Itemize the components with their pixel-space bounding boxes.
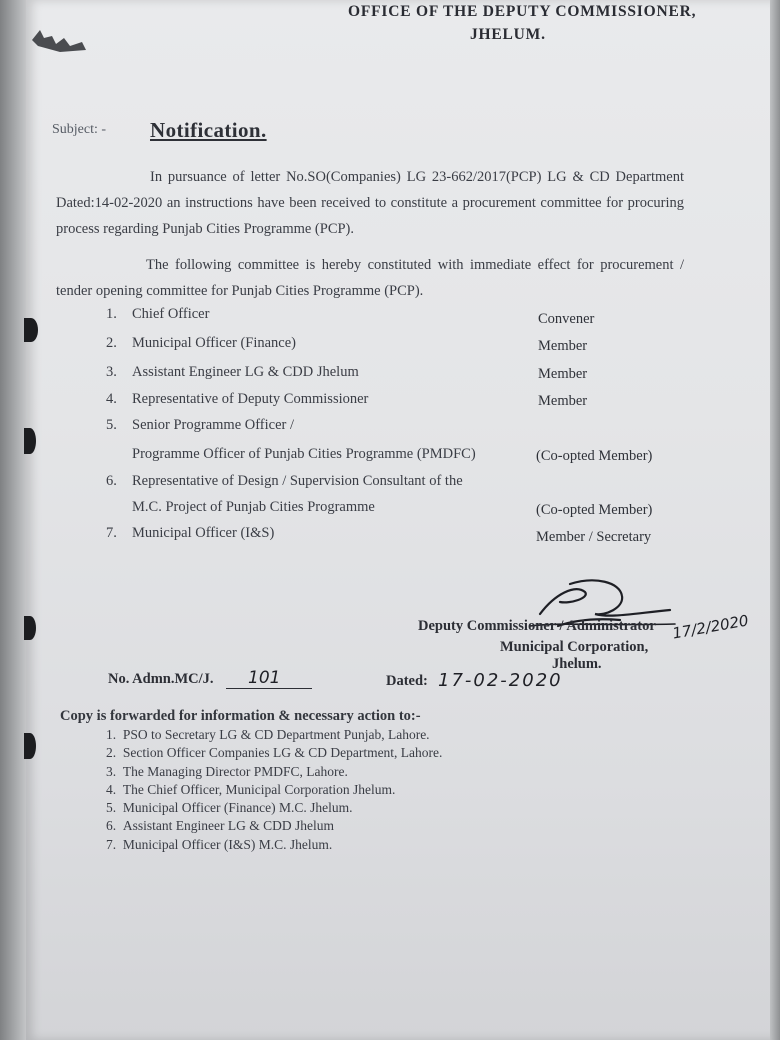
signatory-designation: Deputy Commissioner / Administrator — [418, 618, 656, 634]
committee-member-name: Senior Programme Officer / — [132, 417, 295, 433]
copy-forwarded-heading: Copy is forwarded for information & necessary action to:- — [60, 708, 421, 724]
committee-number: 1. — [106, 306, 117, 322]
punch-hole-mark — [24, 616, 36, 640]
committee-member-name-cont: M.C. Project of Punjab Cities Programme — [132, 499, 375, 515]
handwritten-sign-date: 17/2/2020 — [671, 611, 750, 643]
committee-member-role: Member — [538, 393, 588, 409]
document-page — [26, 0, 774, 1040]
committee-member-name: Representative of Deputy Commissioner — [132, 391, 369, 407]
committee-member-role: Member / Secretary — [536, 529, 652, 545]
copy-recipient: The Managing Director PMDFC, Lahore. — [122, 764, 348, 779]
committee-member-role: Convener — [538, 311, 595, 327]
copy-recipient: The Chief Officer, Municipal Corporation Jhelum. — [122, 782, 396, 797]
office-heading: OFFICE OF THE DEPUTY COMMISSIONER, — [348, 3, 697, 20]
list-item: 7. Municipal Officer (I&S) M.C. Jhelum. — [106, 837, 333, 852]
signatory-organization: Municipal Corporation, — [500, 639, 649, 655]
reference-number-label: No. Admn.MC/J. — [108, 671, 214, 687]
dated-label: Dated: — [386, 673, 428, 689]
dated-value: 17-02-2020 — [438, 670, 563, 691]
committee-number: 5. — [106, 417, 117, 433]
committee-member-role: (Co-opted Member) — [536, 502, 653, 518]
paragraph-intro: In pursuance of letter No.SO(Companies) LG 23-662/2017(PCP) LG & CD Department Dated:14-02-2020 an instructions have been received to constitute a procurement committee for procuring process regarding Punjab Cities Programme (PCP). — [56, 169, 684, 237]
reference-number-value: 101 — [248, 668, 281, 688]
paragraph-committee-intro: The following committee is hereby constituted with immediate effect for procurement / tender opening committee for Punjab Cities Programme (PCP). — [56, 257, 684, 299]
committee-number: 7. — [106, 525, 117, 541]
notification-title: Notification. — [150, 118, 267, 142]
committee-member-name: Representative of Design / Supervision Consultant of the — [132, 473, 463, 489]
list-item: 4. The Chief Officer, Municipal Corporation Jhelum. — [106, 782, 396, 797]
committee-member-name: Municipal Officer (I&S) — [132, 525, 275, 541]
committee-member-name: Municipal Officer (Finance) — [132, 335, 297, 351]
copy-recipient: Municipal Officer (Finance) M.C. Jhelum. — [122, 800, 353, 815]
committee-member-role: Member — [538, 366, 588, 382]
copy-recipient: Assistant Engineer LG & CDD Jhelum — [122, 818, 334, 833]
page-right-edge — [770, 0, 780, 1040]
copy-recipient: Municipal Officer (I&S) M.C. Jhelum. — [122, 837, 333, 852]
committee-number: 2. — [106, 335, 117, 351]
committee-member-role: Member — [538, 338, 588, 354]
punch-hole-mark — [24, 733, 36, 759]
list-item: 6. Assistant Engineer LG & CDD Jhelum — [106, 818, 334, 833]
copy-recipient: PSO to Secretary LG & CD Department Punjab, Lahore. — [122, 727, 430, 742]
committee-member-name-cont: Programme Officer of Punjab Cities Programme (PMDFC) — [132, 446, 476, 462]
reference-number-underline — [226, 688, 312, 689]
committee-member-role: (Co-opted Member) — [536, 448, 653, 464]
list-item: 5. Municipal Officer (Finance) M.C. Jhelum. — [106, 800, 353, 815]
punch-hole-mark — [24, 318, 38, 342]
punch-hole-mark — [24, 428, 36, 454]
committee-number: 6. — [106, 473, 117, 489]
paper-tear-mark — [30, 26, 90, 56]
subject-label: Subject: - — [52, 122, 107, 137]
committee-member-name: Chief Officer — [132, 306, 210, 322]
office-city: JHELUM. — [470, 26, 546, 43]
list-item: 1. PSO to Secretary LG & CD Department Punjab, Lahore. — [106, 727, 430, 742]
copy-recipient: Section Officer Companies LG & CD Department, Lahore. — [122, 745, 443, 760]
committee-number: 3. — [106, 364, 117, 380]
list-item: 3. The Managing Director PMDFC, Lahore. — [106, 764, 348, 779]
committee-member-name: Assistant Engineer LG & CDD Jhelum — [132, 364, 359, 380]
committee-number: 4. — [106, 391, 117, 407]
list-item: 2. Section Officer Companies LG & CD Department, Lahore. — [106, 745, 443, 760]
signatory-city: Jhelum. — [552, 656, 602, 672]
